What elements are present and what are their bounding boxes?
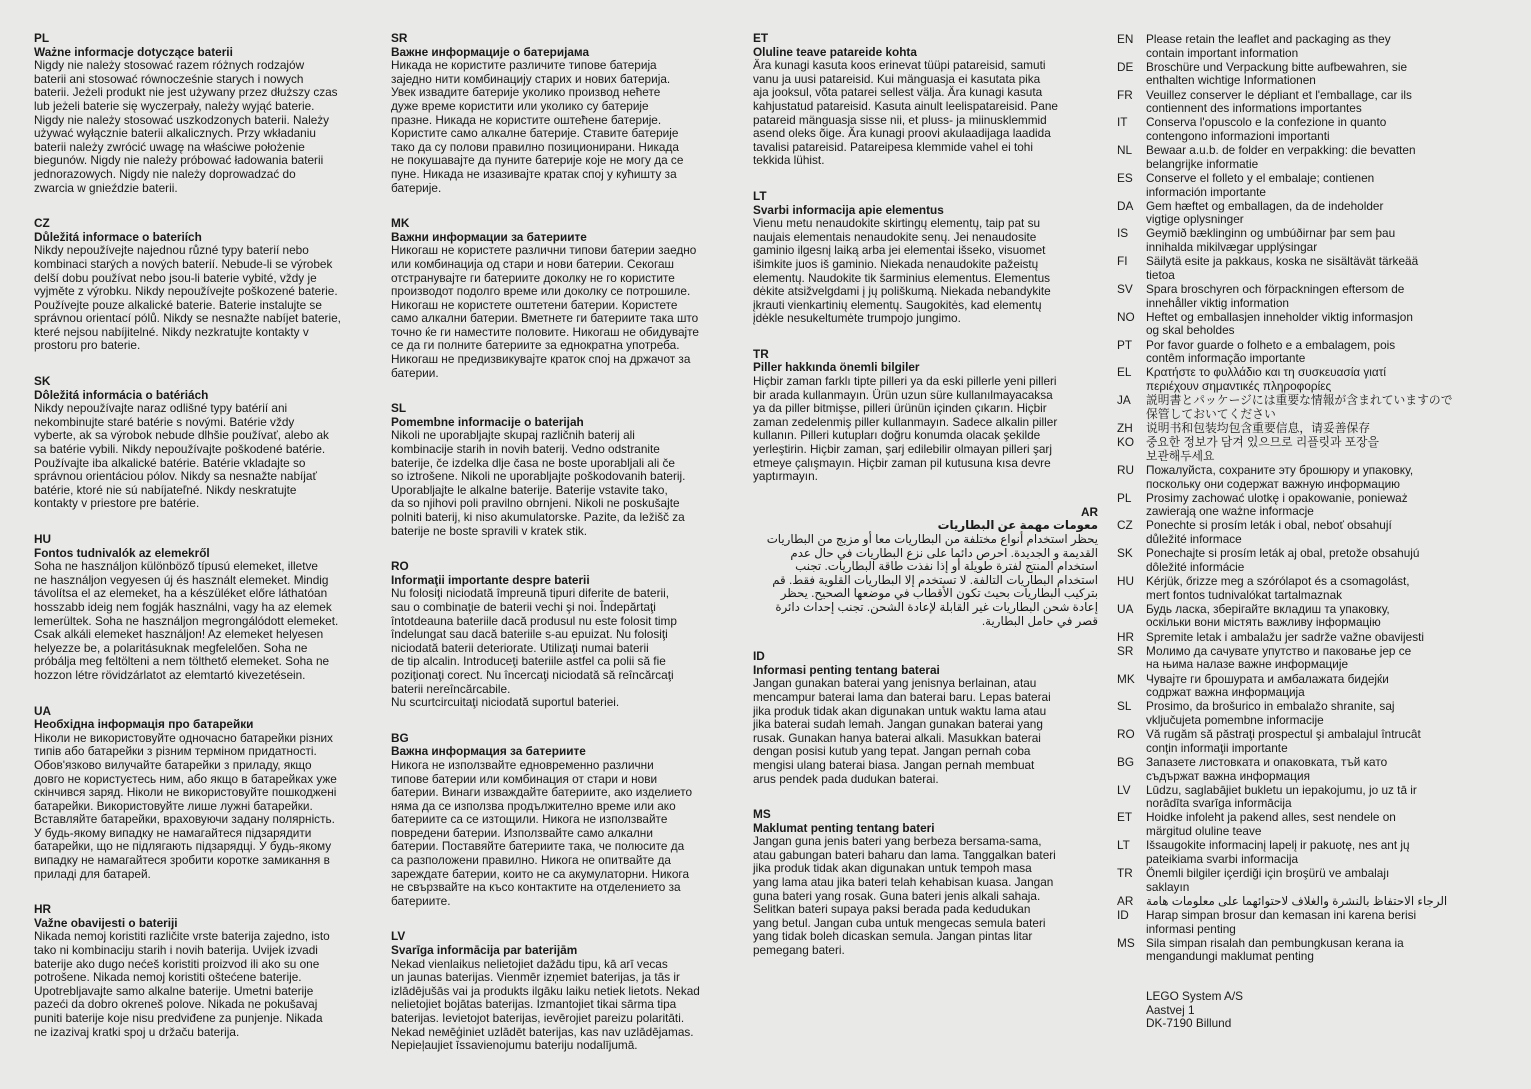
battery-info-lt	[753, 190, 1098, 326]
retain-notice-text: Säilytä esite ja pakkaus, koska ne sisältävät tärkeää tietoa	[1146, 254, 1419, 282]
section-title: Důležitá informace o bateriích	[34, 229, 202, 244]
battery-info-sk	[34, 375, 379, 511]
language-code: CZ	[34, 216, 50, 231]
language-code: TR	[1117, 866, 1133, 881]
retain-notice-text: Broschüre und Verpackung bitte aufbewahren, sie enthalten wichtige Informationen	[1146, 59, 1408, 88]
language-code: HU	[1117, 574, 1135, 589]
retain-notice-text: 説明書とパッケージには重要な情報が含まれていますので 保管しておいてください	[1146, 393, 1453, 421]
language-code: NL	[1117, 143, 1133, 158]
company-address: LEGO System A/S Aastvej 1 DK-7190 Billund	[1146, 988, 1244, 1031]
language-code: SL	[391, 401, 407, 416]
language-code: LV	[1117, 782, 1131, 797]
retain-notice-es	[1117, 172, 1517, 199]
language-code: JA	[1117, 393, 1131, 408]
language-code: UA	[1117, 601, 1134, 616]
language-code: ID	[1117, 908, 1129, 922]
battery-info-id	[753, 650, 1098, 786]
section-body: Vienu metu nenaudokite skirtingų elementų, taip pat su naujais elementais nenaudokite senų. Jei nenaudosite gaminio ilgesnį laiką arba jei elementai išseko, visuomet išimkite juos iš gaminio. Niekada nenaudokite pažeistų elementų. Naudokite tik šarminius elementus. Elementus dėkite atsižvelgdami į jų poliškumą. Niekada nebandykite įkrauti vienkartinių elementų. Saugokitės, kad elementų įdėkle nesukeltumėte trumpojo jungimo.	[753, 216, 1051, 326]
retain-notice-ko	[1117, 436, 1517, 463]
section-body: Nikoli ne uporabljajte skupaj različnih baterij ali kombinacije starih in novih baterij. Vedno odstranite baterije, če izdelka dlje časa ne boste uporabljali ali če so iztrošene. Nikoli ne uporabljajte poškodovanih baterij. Uporabljajte le alkalne baterije. Baterije vstavite tako, da so njihovi poli pravilno obrnjeni. Nikoli ne poskušajte polniti baterij, ki niso akumulatorske. Pazite, da ležišč za baterije ne boste spravili v kratek stik.	[391, 428, 686, 538]
language-code: MK	[1117, 671, 1135, 686]
language-code: ZH	[1117, 420, 1133, 435]
retain-notice-is	[1117, 227, 1517, 254]
language-code: AR	[1080, 504, 1098, 519]
retain-notice-cz	[1117, 519, 1517, 546]
retain-notice-ua	[1117, 603, 1517, 630]
section-body: Nikdy nepoužívajte naraz odlišné typy batérií ani nekombinujte staré batérie s novými. Batérie vždy vyberte, ak sa výrobok nebude dlhšie používať, alebo ak sa batérie vybili. Nikdy nepoužívajte poškodené batérie. Používajte iba alkalické batérie. Batérie vkladajte so správnou orientáciou pólov. Nikdy sa nesnažte nabíjať batérie, ktoré nie sú nabíjateľné. Nikdy neskratujte kontakty v priestore pre batérie.	[34, 401, 329, 511]
language-code: DA	[1117, 198, 1134, 213]
retain-notice-text: Conserva l'opuscolo e la confezione in quanto contengono informazioni importanti	[1146, 115, 1387, 143]
retain-notice-ja	[1117, 394, 1517, 421]
language-code: RO	[391, 559, 409, 574]
language-code: AR	[1117, 893, 1134, 908]
battery-info-hr	[34, 903, 379, 1039]
retain-notice-no	[1117, 311, 1517, 338]
retain-notice-text: Geymið bæklinginn og umbúðirnar þar sem þau innihalda mikilvægar upplýsingar	[1146, 226, 1396, 255]
battery-info-et	[753, 32, 1098, 168]
retain-notice-text: Išsaugokite informacinį lapelį ir pakuotę, nes ant jų pateikiama svarbi informacija	[1146, 838, 1410, 866]
language-code: FI	[1117, 254, 1128, 269]
language-code: DE	[1117, 59, 1134, 74]
section-title: Informaţii importante despre baterii	[391, 572, 590, 587]
section-title: معومات مهمة عن البطاريات	[937, 518, 1098, 533]
retain-notice-pl	[1117, 492, 1517, 519]
retain-notice-sr	[1117, 645, 1517, 672]
retain-notice-text: Heftet og emballasjen inneholder viktig informasjon og skal beholdes	[1146, 309, 1413, 338]
retain-notice-lt	[1117, 839, 1517, 866]
language-code: SV	[1117, 282, 1133, 297]
language-code: ID	[753, 649, 765, 664]
retain-notice-sl	[1117, 700, 1517, 727]
retain-notice-text: Please retain the leaflet and packaging as they contain important information	[1146, 32, 1391, 60]
retain-notice-ro	[1117, 728, 1517, 755]
section-title: Важна информация за батериите	[391, 744, 586, 759]
language-code: MS	[1117, 935, 1135, 950]
section-title: Svarbi informacija apie elementus	[753, 202, 944, 217]
retain-notice-text: Sila simpan risalah dan pembungkusan kerana ia mengandungi maklumat penting	[1146, 935, 1404, 964]
battery-info-hu	[34, 533, 379, 683]
language-code: MK	[391, 216, 410, 231]
retain-notice-text: Чувајте ги брошурата и амбалажата бидејќи содржат важна информација	[1146, 671, 1389, 700]
section-body: Hiçbir zaman farklı tipte pilleri ya da eski pillerle yeni pilleri bir arada kullanmayın. Ürün uzun süre kullanılmayacaksa ya da piller bitmişse, pilleri ürünün içinden çıkarın. Hiçbir zaman zedelenmiş piller kullanmayın. Sadece alkalin piller kullanın. Pilleri kutupları doğru konumda olacak şekilde yerleştirin. Hiçbir zaman, şarj edilebilir olmayan pilleri şarj etmeye çalışmayın. Hiçbir zaman pil kutusuna kısa devre yaptırmayın.	[753, 374, 1058, 484]
battery-info-cz	[34, 217, 379, 353]
section-title: Svarīga informācija par baterijām	[391, 943, 578, 958]
language-code: UA	[34, 703, 52, 718]
retain-notice-sv	[1117, 283, 1517, 310]
column-1	[34, 32, 379, 1061]
section-body: Nigdy nie należy stosować razem różnych rodzajów baterii ani stosować równocześnie starych i nowych baterii. Jeżeli produkt nie jest używany przez dłuższy czas lub jeżeli baterie się wyczerpały, należy wyjąć baterie. Nigdy nie należy stosować uszkodzonych baterii. Należy używać wyłącznie baterii alkalicznych. Przy wkładaniu baterii należy zwrócić uwagę na właściwe położenie biegunów. Nigdy nie należy próbować ładowania baterii jednorazowych. Nigdy nie należy doprowadzać do zwarcia w gnieździe baterii.	[34, 58, 338, 195]
retain-notice-text: Κρατήστε το φυλλάδιο και τη συσκευασία γιατί περιέχουν σημαντικές πληροφορίες	[1146, 365, 1387, 393]
battery-info-lv	[391, 930, 736, 1052]
language-code: PT	[1117, 337, 1133, 352]
section-title: Piller hakkında önemli bilgiler	[753, 360, 920, 375]
retain-notice-lv	[1117, 784, 1517, 811]
language-code: BG	[1117, 754, 1135, 769]
section-body: يحظر استخدام أنواع مختلفة من البطاريات معا أو مزيج من البطاريات القديمة و الجديدة. احرص دائما على نزع البطاريات في حال عدم استخدام المنتج لفترة طويلة أو إذا نفذت طاقة البطاريات. تجنب استخدام البطاريات التالفة. لا تستخدم إلا البطاريات القلوية فقط. قم بتركيب البطاريات بحيث تكون الأقطاب في موضعها الصحيح. يحظر إعادة شحن البطاريات غير القابلة لإعادة الشحن. تجنب إحداث دائرة قصر في حامل البطارية.	[766, 532, 1098, 628]
retain-notice-text: Conserve el folleto y el embalaje; contienen información importante	[1146, 170, 1375, 199]
retain-notice-text: Spremite letak i ambalažu jer sadrže važne obavijesti	[1146, 629, 1425, 644]
language-code: LT	[753, 188, 767, 203]
retain-notice-text: Vă rugăm să păstraţi prospectul şi ambalajul întrucât conţin informaţii importante	[1146, 727, 1421, 755]
language-code: SK	[1117, 546, 1133, 561]
retain-notice-fr	[1117, 89, 1517, 116]
retain-notice-text: 중요한 정보가 담겨 있으므로 리플릿과 포장을 보관해두세요	[1146, 435, 1379, 463]
language-code: TR	[753, 346, 769, 361]
column-2	[391, 32, 736, 1075]
retain-notice-da	[1117, 200, 1517, 227]
language-code: RO	[1117, 727, 1135, 742]
section-title: Dôležitá informácia o batériách	[34, 387, 209, 402]
retain-notice-text: Ponechajte si prosím leták aj obal, pretože obsahujú dôležité informácie	[1146, 546, 1420, 574]
retain-notice-text: Hoidke infoleht ja pakend alles, sest nendele on märgitud oluline teave	[1146, 810, 1396, 839]
retain-notice-text: Ponechte si prosím leták i obal, neboť obsahují důležité informace	[1146, 518, 1392, 547]
retain-notice-id	[1117, 909, 1517, 936]
retain-notice-bg	[1117, 756, 1517, 783]
language-code: FR	[1117, 87, 1133, 102]
retain-notice-text: Spara broschyren och förpackningen eftersom de innehåller viktig information	[1146, 282, 1405, 310]
battery-info-ro	[391, 560, 736, 710]
language-code: BG	[391, 730, 409, 745]
section-body: Nu folosiţi niciodată împreună tipuri diferite de baterii, sau o combinaţie de baterii vechi şi noi. Îndepărtaţi întotdeauna bateriile dacă produsul nu este folosit timp îndelungat sau dacă bateriile s-au epuizat. Nu folosiţi niciodată baterii deteriorate. Utilizaţi numai baterii de tip alcalin. Introduceţi bateriile astfel ca polii să fie poziţionaţi corect. Nu încercaţi niciodată să reîncărcaţi baterii nereîncărcabile. Nu scurtcircuitaţi niciodată suportul bateriei.	[391, 586, 677, 710]
language-code: EL	[1117, 365, 1132, 380]
retain-notice-text: Önemli bilgiler içerdiği için broşürü ve ambalajı saklayın	[1146, 866, 1390, 894]
section-body: Nikada nemoj koristiti različite vrste baterija zajedno, isto tako ni kombinaciju starih i novih baterija. Uvijek izvadi baterije ako dugo nećeš koristiti proizvod ili ako su one potrošene. Nikada nemoj koristiti oštećene baterije. Upotrebljavajte samo alkalne baterije. Umetni baterije pazeći da dobro okreneš polove. Nikada ne pokušavaj puniti baterije koje nisu predviđene za punjenje. Nikada ne izazivaj kratki spoj u držaču baterija.	[34, 929, 330, 1039]
section-title: Važne obavijesti o bateriji	[34, 915, 178, 930]
battery-info-pl	[34, 32, 379, 195]
retain-notice-zh	[1117, 422, 1517, 436]
language-code: ET	[1117, 810, 1133, 825]
retain-notice-text: الرجاء الاحتفاظ بالنشرة والغلاف لاحتوائهما على معلومات هامة	[1146, 893, 1448, 908]
language-code: PL	[34, 31, 50, 45]
retain-notice-text: Veuillez conserver le dépliant et l'emballage, car ils contiennent des informations importantes	[1146, 87, 1412, 116]
retain-notice-el	[1117, 366, 1517, 393]
battery-info-sl	[391, 402, 736, 538]
retain-notice-text: Будь ласка, зберігайте вкладиш та упаковку, оскільки вони містять важливу інформацію	[1146, 601, 1390, 630]
retain-notice-column	[1117, 33, 1517, 1031]
retain-notice-text: Пожалуйста, сохраните эту брошюру и упаковку, поскольку они содержат важную информацию	[1146, 462, 1414, 491]
language-code: IT	[1117, 115, 1128, 130]
language-code: PL	[1117, 490, 1132, 505]
language-code: SR	[1117, 643, 1134, 658]
retain-notice-list	[1117, 33, 1517, 964]
section-title: Pomembne informacije o baterijah	[391, 414, 584, 429]
column-3	[753, 32, 1098, 980]
language-code: SK	[34, 374, 51, 389]
language-code: ES	[1117, 170, 1133, 185]
retain-notice-nl	[1117, 144, 1517, 171]
section-title: Oluline teave patareide kohta	[753, 44, 917, 59]
section-body: Nikdy nepoužívejte najednou různé typy baterií nebo kombinaci starých a nových baterií. Nebude-li se výrobek delší dobu používat nebo jsou-li baterie vybité, vždy je vyjměte z výrobku. Nikdy nepoužívejte poškozené baterie. Používejte pouze alkalické baterie. Baterie instalujte se správnou orientací pólů. Nikdy se nesnažte nabíjet baterie, které nejsou nabíjitelné. Nikdy nezkratujte kontakty v prostoru pro baterie.	[34, 243, 341, 353]
language-code: ET	[753, 31, 769, 45]
language-code: HR	[1117, 629, 1135, 644]
language-code: EN	[1117, 32, 1134, 46]
battery-info-sr	[391, 32, 736, 195]
retain-notice-mk	[1117, 673, 1517, 700]
retain-notice-text: Harap simpan brosur dan kemasan ini karena berisi informasi penting	[1146, 908, 1417, 936]
battery-info-bg	[391, 732, 736, 909]
language-code: KO	[1117, 435, 1135, 450]
section-body: Никада не користите различите типове батерија заједно нити комбинацију старих и нових батерија. Увек извадите батерије уколико производ нећете дуже време користити или уколико су батерије празне. Никада не користите оштећене батерије. Користите само алкалне батерије. Ставите батерије тако да су полови правилно позиционирани. Никада не покушавајте да пуните батерије које не могу да се пуне. Никада не изазивајте кратак спој у кућишту за батерије.	[391, 58, 684, 195]
language-code: MS	[753, 807, 771, 822]
retain-notice-text: Bewaar a.u.b. de folder en verpakking: die bevatten belangrijke informatie	[1146, 143, 1416, 171]
battery-info-ms	[753, 808, 1098, 958]
section-title: Важне информације о батеријама	[391, 44, 590, 59]
retain-notice-ar	[1117, 895, 1517, 909]
section-body: Soha ne használjon különböző típusú elemeket, illetve ne használjon vegyesen új és használt elemeket. Mindig távolítsa el az elemeket, ha a készüléket előre láthatóan hosszabb ideig nem fogják használni, vagy ha az elemek lemerültek. Soha ne használjon megrongálódott elemeket. Csak alkáli elemeket használjon! Az elemeket helyesen helyezze be, a polaritásuknak megfelelően. Soha ne próbálja meg feltölteni a nem tölthető elemeket. Soha ne hozzon létre rövidzárlatot az elemtartó kivezetésein.	[34, 559, 339, 682]
retain-notice-text: Gem hæftet og emballagen, da de indeholder vigtige oplysninger	[1146, 198, 1384, 227]
language-code: RU	[1117, 462, 1135, 477]
retain-notice-it	[1117, 116, 1517, 143]
language-code: LV	[391, 929, 406, 944]
retain-notice-text: Запазете листовката и опаковката, тъй като съдържат важна информация	[1146, 754, 1388, 783]
retain-notice-de	[1117, 61, 1517, 88]
retain-notice-ms	[1117, 937, 1517, 964]
retain-notice-sk	[1117, 547, 1517, 574]
retain-notice-tr	[1117, 867, 1517, 894]
retain-notice-text: Молимо да сачувате упутство и паковање јер се на њима налазе важне информације	[1146, 643, 1412, 672]
retain-notice-text: Kérjük, őrizze meg a szórólapot és a csomagolást, mert fontos tudnivalókat tartalmaznak	[1146, 574, 1410, 602]
section-body: Никога не използвайте едновременно различни типове батерии или комбинация от стари и нови батерии. Винаги изваждайте батериите, ако изделието няма да се използва продължително време или ако батериите са се изтощили. Никога не използвайте повредени батерии. Използвайте само алкални батерии. Поставяйте батериите така, че полюсите да са разположени правилно. Никога не опитвайте да зареждате батерии, които не са акумулаторни. Никога не свързвайте на късо контактите на отделението за батериите.	[391, 757, 693, 908]
section-title: Fontos tudnivalók az elemekről	[34, 545, 210, 560]
section-body: Jangan guna jenis bateri yang berbeza bersama-sama, atau gabungan bateri baharu dan lama. Tanggalkan bateri jika produk tidak akan digunakan untuk tempoh masa yang lama atau jika bateri telah kehabisan kuasa. Jangan guna bateri yang rosak. Guna bateri jenis alkali sahaja. Selitkan bateri supaya paksi berada pada kedudukan yang betul. Jangan cuba untuk mengecas semula bateri yang tidak boleh dicaskan semula. Jangan pintas litar pemegang bateri.	[753, 834, 1056, 958]
section-title: Ważne informacje dotyczące baterii	[34, 44, 233, 59]
section-body: Ніколи не використовуйте одночасно батарейки різних типів або батарейки з різним терміном придатності. Обов'язково вилучайте батарейки з приладу, якщо довго не користуєтесь ним, або якщо в батарейках уже скінчився заряд. Ніколи не використовуйте пошкоджені батарейки. Використовуйте лише лужні батарейки. Вставляйте батарейки, враховуючи задану полярність. У будь-якому випадку не намагайтеся підзарядити батарейки, що не підлягають підзарядці. У будь-якому випадку не намагайтеся зробити коротке замикання в приладі для батарей.	[34, 730, 337, 881]
section-body: Никогаш не користете различни типови батерии заедно или комбинација од стари и нови батерии. Секогаш отстранувајте ги батериите доколку не го користите производот подолго време или доколку се потрошиле. Никогаш не користете оштетени батерии. Користете само алкални батерии. Вметнете ги батериите така што точно ќе ги наместите половите. Никогаш не обидувајте се да ги полните батериите за еднократна употреба. Никогаш не предизвикувајте краток спој на држачот за батерии.	[391, 243, 699, 380]
section-body: Nekad vienlaikus nelietojiet dažādu tipu, kā arī vecas un jaunas baterijas. Vienmēr izņemiet baterijas, ja tās ir izlādējušās vai ja produkts ilgāku laiku netiek lietots. Nekad nelietojiet bojātas baterijas. Izmantojiet tikai sārma tipa baterijas. Ievietojot baterijas, ievērojiet pareizu polaritāti. Nekad neмēģiniet uzlādēt baterijas, kas nav uzlādējamas. Nepieļaujiet īssavienojumu bateriju nodalījumā.	[391, 956, 700, 1053]
battery-info-ar	[753, 506, 1098, 628]
retain-notice-text: 说明书和包装均包含重要信息，请妥善保存	[1146, 420, 1371, 435]
section-title: Необхідна інформація про батарейки	[34, 717, 254, 732]
section-title: Maklumat penting tentang bateri	[753, 820, 935, 835]
section-title: Informasi penting tentang baterai	[753, 662, 940, 677]
retain-notice-en	[1117, 33, 1517, 60]
retain-notice-et	[1117, 811, 1517, 838]
battery-info-tr	[753, 348, 1098, 484]
retain-notice-text: Por favor guarde o folheto e a embalagem, pois contêm informação importante	[1146, 337, 1396, 366]
retain-notice-ru	[1117, 464, 1517, 491]
language-code: NO	[1117, 309, 1135, 324]
retain-notice-fi	[1117, 255, 1517, 282]
retain-notice-text: Prosimo, da brošurico in embalažo shranite, saj vključujeta pomembne informacije	[1146, 699, 1395, 727]
battery-info-ua	[34, 705, 379, 882]
battery-info-mk	[391, 217, 736, 380]
language-code: SL	[1117, 699, 1132, 714]
retain-notice-hu	[1117, 575, 1517, 602]
language-code: IS	[1117, 226, 1129, 241]
section-body: Jangan gunakan baterai yang jenisnya berlainan, atau mencampur baterai lama dan baterai baru. Lepas baterai jika produk tidak akan digunakan untuk waktu lama atau jika baterai sudah lemah. Jangan gunakan baterai yang rusak. Gunakan hanya baterai alkali. Masukkan baterai dengan posisi kutub yang tepat. Jangan pernah coba mengisi ulang baterai biasa. Jangan pernah membuat arus pendek pada dudukan baterai.	[753, 676, 1051, 786]
retain-notice-text: Lūdzu, saglabājiet bukletu un iepakojumu, jo uz tā ir norādīta svarīga informācija	[1146, 782, 1417, 811]
retain-notice-hr	[1117, 631, 1517, 645]
language-code: SR	[391, 31, 408, 45]
retain-notice-text: Prosimy zachować ulotkę i opakowanie, ponieważ zawierają one ważne informacje	[1146, 490, 1408, 519]
section-title: Важни информации за батериите	[391, 229, 587, 244]
language-code: LT	[1117, 838, 1130, 853]
language-code: CZ	[1117, 518, 1133, 533]
language-code: HU	[34, 532, 52, 546]
section-body: Ära kunagi kasuta koos erinevat tüüpi patareisid, samuti vanu ja uusi patareisid. Kui mänguasja ei kasutata pika aja jooksul, võta patarei sellest välja. Ära kunagi kasuta kahjustatud patareisid. Kasuta ainult leelispatareisid. Pane patareid mänguasja sisse nii, et pluss- ja miinusklemmid asend oleks õige. Ära kunagi proovi akulaadijaga laadida tavalisi patareisid. Patareipesa klemmide vahel ei tohi tekkida lühist.	[753, 58, 1058, 168]
language-code: HR	[34, 902, 52, 917]
retain-notice-pt	[1117, 339, 1517, 366]
